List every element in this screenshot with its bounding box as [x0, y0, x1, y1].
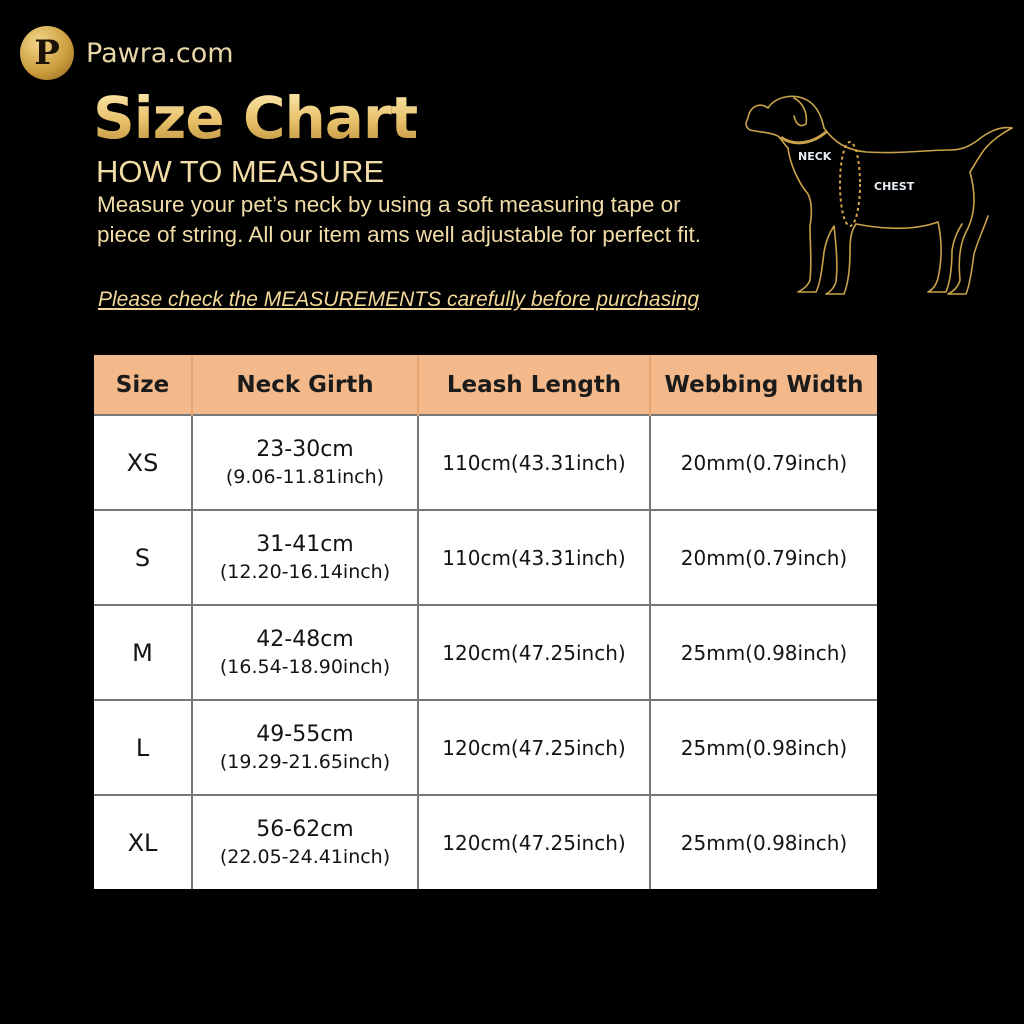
neck-cm: 49-55cm	[256, 722, 354, 747]
neck-inch: (16.54-18.90inch)	[219, 656, 391, 678]
header-leash-length: Leash Length	[418, 355, 650, 415]
size-cell: XS	[94, 415, 192, 510]
neck-girth-cell	[192, 510, 418, 605]
header-size: Size	[94, 355, 192, 415]
neck-cm: 42-48cm	[256, 627, 354, 652]
leash-length-cell: 110cm(43.31inch)	[418, 415, 650, 510]
table-header-row	[94, 355, 877, 415]
webbing-width-cell: 25mm(0.98inch)	[650, 795, 877, 889]
leash-length-cell: 120cm(47.25inch)	[418, 700, 650, 795]
size-cell: XL	[94, 795, 192, 889]
neck-inch: (19.29-21.65inch)	[219, 751, 391, 773]
how-to-measure-heading: HOW TO MEASURE	[96, 154, 385, 189]
webbing-width-cell: 25mm(0.98inch)	[650, 605, 877, 700]
neck-inch: (22.05-24.41inch)	[219, 846, 391, 868]
size-cell: L	[94, 700, 192, 795]
neck-cm: 31-41cm	[256, 532, 354, 557]
neck-girth-cell	[192, 700, 418, 795]
webbing-width-cell: 20mm(0.79inch)	[650, 415, 877, 510]
neck-girth-cell	[192, 415, 418, 510]
neck-girth-cell	[192, 795, 418, 889]
leash-length-cell: 110cm(43.31inch)	[418, 510, 650, 605]
chest-label: CHEST	[874, 180, 915, 193]
purchase-notice: Please check the MEASUREMENTS carefully before purchasing	[98, 288, 700, 311]
webbing-width-cell: 25mm(0.98inch)	[650, 700, 877, 795]
table-row	[94, 700, 877, 795]
leash-length-cell: 120cm(47.25inch)	[418, 795, 650, 889]
table-row	[94, 510, 877, 605]
page-title: Size Chart	[93, 84, 418, 152]
neck-label: NECK	[798, 150, 832, 163]
size-table	[94, 355, 877, 889]
size-cell: S	[94, 510, 192, 605]
webbing-width-cell: 20mm(0.79inch)	[650, 510, 877, 605]
brand-logo-icon	[20, 26, 74, 80]
leash-length-cell: 120cm(47.25inch)	[418, 605, 650, 700]
neck-girth-cell	[192, 605, 418, 700]
table-row	[94, 795, 877, 889]
brand-logo-letter: P	[34, 33, 60, 73]
header-webbing-width: Webbing Width	[650, 355, 877, 415]
table-row	[94, 415, 877, 510]
neck-inch: (12.20-16.14inch)	[219, 561, 391, 583]
header-neck-girth: Neck Girth	[192, 355, 418, 415]
measure-description: Measure your pet’s neck by using a soft measuring tape or piece of string. All our item ams well adjustable for perfect fit.	[97, 192, 702, 247]
neck-cm: 23-30cm	[256, 437, 354, 462]
size-cell: M	[94, 605, 192, 700]
dog-outline-icon	[738, 84, 1018, 304]
brand-name: Pawra.com	[86, 37, 234, 69]
brand	[20, 26, 234, 80]
neck-cm: 56-62cm	[256, 817, 354, 842]
table-row	[94, 605, 877, 700]
neck-inch: (9.06-11.81inch)	[225, 466, 385, 488]
